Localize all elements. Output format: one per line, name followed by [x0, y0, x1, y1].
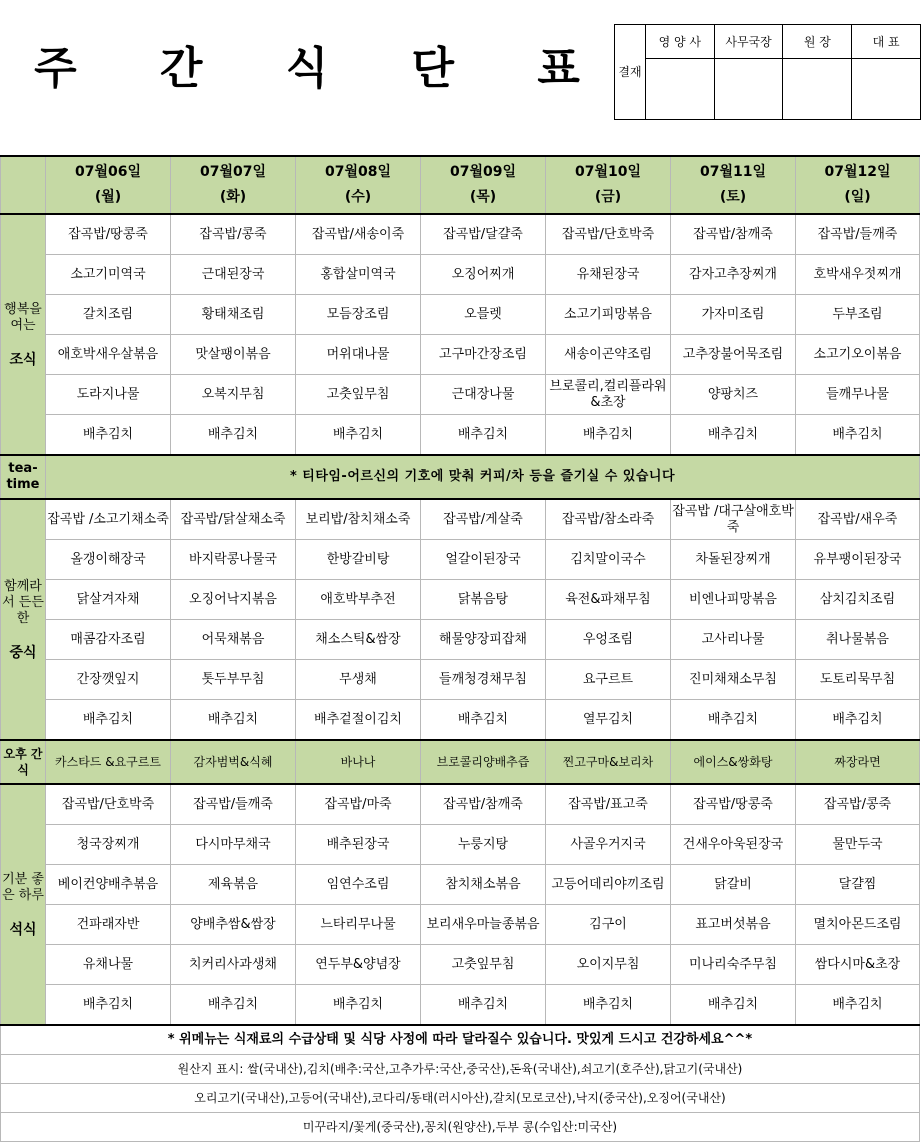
dinner-menu-item: 제육볶음: [171, 865, 296, 905]
lunch-menu-item: 배추김치: [796, 700, 920, 741]
lunch-menu-item: 한방갈비탕: [296, 540, 421, 580]
lunch-menu-item: 진미채채소무침: [671, 660, 796, 700]
breakfast-menu-item: 감자고추장찌개: [671, 255, 796, 295]
lunch-menu-item: 올갱이해장국: [46, 540, 171, 580]
breakfast-menu-item: 잡곡밥/땅콩죽: [46, 214, 171, 255]
dinner-menu-item: 고춧잎무침: [421, 945, 546, 985]
dinner-menu-item: 치커리사과생채: [171, 945, 296, 985]
lunch-menu-item: 잡곡밥/참소라죽: [546, 499, 671, 540]
lunch-menu-item: 비엔나피망볶음: [671, 580, 796, 620]
breakfast-menu-item: 두부조림: [796, 295, 920, 335]
approval-role-director: 원 장: [783, 25, 852, 59]
dinner-menu-item: 배추김치: [46, 985, 171, 1026]
dinner-menu-item: 잡곡밥/땅콩죽: [671, 784, 796, 825]
breakfast-menu-item: 새송이곤약조림: [546, 335, 671, 375]
day-date: 07월06일: [74, 164, 141, 180]
dinner-menu-item: 배추김치: [421, 985, 546, 1026]
snack-item: 찐고구마&보리차: [546, 740, 671, 784]
dinner-menu-item: 잡곡밥/마죽: [296, 784, 421, 825]
breakfast-tagline: 행복을 여는: [4, 301, 42, 333]
day-header: [296, 156, 421, 214]
lunch-menu-item: 배추김치: [171, 700, 296, 741]
breakfast-menu-item: 머위대나물: [296, 335, 421, 375]
lunch-menu-item: 유부팽이된장국: [796, 540, 920, 580]
dinner-menu-item: 건파래자반: [46, 905, 171, 945]
lunch-menu-item: 열무김치: [546, 700, 671, 741]
approval-box: [614, 24, 921, 120]
lunch-menu-item: 얼갈이된장국: [421, 540, 546, 580]
breakfast-menu-item: 가자미조림: [671, 295, 796, 335]
dinner-menu-item: 표고버섯볶음: [671, 905, 796, 945]
approval-signature-cell: [783, 59, 852, 120]
breakfast-menu-item: 홍합살미역국: [296, 255, 421, 295]
day-of-week: (목): [469, 189, 497, 205]
dinner-menu-item: 청국장찌개: [46, 825, 171, 865]
origin-label-line: 원산지 표시: 쌀(국내산),김치(배추:국산,고추가루:국산,중국산),돈육(국내산),쇠고기(호주산),닭고기(국내산): [1, 1055, 920, 1084]
lunch-menu-item: 김치말이국수: [546, 540, 671, 580]
lunch-menu-item: 간장깻잎지: [46, 660, 171, 700]
snack-item: 카스타드 &요구르트: [46, 740, 171, 784]
dinner-menu-item: 베이컨양배추볶음: [46, 865, 171, 905]
dinner-menu-item: 사골우거지국: [546, 825, 671, 865]
breakfast-menu-item: 갈치조림: [46, 295, 171, 335]
lunch-menu-item: 채소스틱&쌈장: [296, 620, 421, 660]
dinner-menu-item: 고등어데리야끼조림: [546, 865, 671, 905]
breakfast-menu-item: 근대된장국: [171, 255, 296, 295]
lunch-menu-item: 닭볶음탕: [421, 580, 546, 620]
breakfast-menu-item: 배추김치: [171, 415, 296, 456]
dinner-menu-item: 잡곡밥/표고죽: [546, 784, 671, 825]
snack-item: 브로콜리양배추즙: [421, 740, 546, 784]
day-header: [546, 156, 671, 214]
day-of-week: (토): [719, 189, 747, 205]
snack-item: 에이스&쌍화탕: [671, 740, 796, 784]
snack-item: 바나나: [296, 740, 421, 784]
lunch-menu-item: 무생채: [296, 660, 421, 700]
lunch-menu-item: 요구르트: [546, 660, 671, 700]
lunch-menu-item: 매콤감자조림: [46, 620, 171, 660]
dinner-tagline: 기분 좋은 하루: [2, 871, 44, 903]
breakfast-menu-item: 맛살팽이볶음: [171, 335, 296, 375]
breakfast-menu-item: 들깨무나물: [796, 375, 920, 415]
breakfast-menu-item: 애호박새우살볶음: [46, 335, 171, 375]
lunch-label: [1, 499, 46, 740]
dinner-menu-item: 보리새우마늘종볶음: [421, 905, 546, 945]
breakfast-menu-item: 오믈렛: [421, 295, 546, 335]
origin-label-line: 미꾸라지/꽃게(중국산),꽁치(원양산),두부 콩(수입산:미국산): [1, 1113, 920, 1142]
dinner-menu-item: 양배추쌈&쌈장: [171, 905, 296, 945]
dinner-menu-item: 배추된장국: [296, 825, 421, 865]
dinner-menu-item: 물만두국: [796, 825, 920, 865]
breakfast-menu-item: 잡곡밥/새송이죽: [296, 214, 421, 255]
dinner-menu-item: 닭갈비: [671, 865, 796, 905]
dinner-menu-item: 임연수조림: [296, 865, 421, 905]
dinner-menu-item: 느타리무나물: [296, 905, 421, 945]
breakfast-menu-item: 브로콜리,컬리플라워&초장: [546, 375, 671, 415]
origin-label-line: 오리고기(국내산),고등어(국내산),코다리/동태(러시아산),갈치(모로코산),낙지(중국산),오징어(국내산): [1, 1084, 920, 1113]
lunch-menu-item: 차돌된장찌개: [671, 540, 796, 580]
approval-signature-cell: [645, 59, 714, 120]
breakfast-menu-item: 고구마간장조림: [421, 335, 546, 375]
day-date: 07월09일: [449, 164, 516, 180]
breakfast-menu-item: 양팡치즈: [671, 375, 796, 415]
breakfast-menu-item: 배추김치: [546, 415, 671, 456]
day-date: 07월10일: [574, 164, 641, 180]
dinner-menu-item: 배추김치: [671, 985, 796, 1026]
lunch-title: 중식: [9, 644, 37, 661]
dinner-menu-item: 유채나물: [46, 945, 171, 985]
lunch-menu-item: 잡곡밥/닭살채소죽: [171, 499, 296, 540]
dinner-menu-item: 참치채소볶음: [421, 865, 546, 905]
dinner-menu-item: 건새우아욱된장국: [671, 825, 796, 865]
day-of-week: (일): [844, 189, 871, 205]
breakfast-menu-item: 배추김치: [296, 415, 421, 456]
dinner-menu-item: 김구이: [546, 905, 671, 945]
lunch-menu-item: 해물양장피잡채: [421, 620, 546, 660]
lunch-menu-item: 오징어낙지볶음: [171, 580, 296, 620]
breakfast-menu-item: 고춧잎무침: [296, 375, 421, 415]
breakfast-menu-item: 소고기피망볶음: [546, 295, 671, 335]
dinner-menu-item: 미나리숙주무침: [671, 945, 796, 985]
snack-item: 감자범벅&식혜: [171, 740, 296, 784]
day-date: 07월07일: [199, 164, 266, 180]
lunch-menu-item: 배추겉절이김치: [296, 700, 421, 741]
breakfast-menu-item: 모듬장조림: [296, 295, 421, 335]
lunch-menu-item: 잡곡밥 /대구살애호박죽: [671, 499, 796, 540]
breakfast-menu-item: 소고기오이볶음: [796, 335, 920, 375]
dinner-menu-item: 배추김치: [296, 985, 421, 1026]
breakfast-menu-item: 잡곡밥/참깨죽: [671, 214, 796, 255]
lunch-menu-item: 배추김치: [671, 700, 796, 741]
dinner-menu-item: 쌈다시마&초장: [796, 945, 920, 985]
lunch-menu-item: 삼치김치조림: [796, 580, 920, 620]
lunch-menu-item: 애호박부추전: [296, 580, 421, 620]
lunch-menu-item: 보리밥/참치채소죽: [296, 499, 421, 540]
lunch-menu-item: 잡곡밥/게살죽: [421, 499, 546, 540]
day-of-week: (금): [594, 189, 622, 205]
dinner-menu-item: 연두부&양념장: [296, 945, 421, 985]
menu-table: [0, 155, 920, 1142]
day-of-week: (화): [219, 189, 247, 205]
lunch-menu-item: 닭살겨자채: [46, 580, 171, 620]
day-header: [46, 156, 171, 214]
breakfast-menu-item: 잡곡밥/달걀죽: [421, 214, 546, 255]
approval-signature-cell: [852, 59, 921, 120]
breakfast-menu-item: 황태채조림: [171, 295, 296, 335]
breakfast-menu-item: 잡곡밥/들깨죽: [796, 214, 920, 255]
lunch-menu-item: 배추김치: [46, 700, 171, 741]
snack-label: 오후 간식: [1, 740, 46, 784]
lunch-menu-item: 들깨청경채무침: [421, 660, 546, 700]
breakfast-menu-item: 근대장나물: [421, 375, 546, 415]
lunch-menu-item: 어묵채볶음: [171, 620, 296, 660]
day-of-week: (수): [344, 189, 372, 205]
dinner-menu-item: 잡곡밥/참깨죽: [421, 784, 546, 825]
approval-role-ceo: 대 표: [852, 25, 921, 59]
dinner-menu-item: 누룽지탕: [421, 825, 546, 865]
breakfast-label: [1, 214, 46, 455]
approval-signature-cell: [714, 59, 783, 120]
breakfast-menu-item: 오징어찌개: [421, 255, 546, 295]
teatime-label: tea-time: [1, 455, 46, 499]
breakfast-menu-item: 소고기미역국: [46, 255, 171, 295]
approval-label: 결재: [615, 25, 646, 120]
breakfast-menu-item: 배추김치: [796, 415, 920, 456]
dinner-menu-item: 배추김치: [546, 985, 671, 1026]
lunch-menu-item: 취나물볶음: [796, 620, 920, 660]
dinner-menu-item: 멸치아몬드조림: [796, 905, 920, 945]
lunch-menu-item: 육전&파채무침: [546, 580, 671, 620]
snack-item: 짜장라면: [796, 740, 920, 784]
dinner-menu-item: 배추김치: [171, 985, 296, 1026]
lunch-menu-item: 잡곡밥 /소고기채소죽: [46, 499, 171, 540]
breakfast-menu-item: 도라지나물: [46, 375, 171, 415]
lunch-menu-item: 우엉조림: [546, 620, 671, 660]
page-title: 주 간 식 단 표: [34, 43, 614, 94]
breakfast-menu-item: 고추장불어묵조림: [671, 335, 796, 375]
lunch-menu-item: 톳두부무침: [171, 660, 296, 700]
day-date: 07월11일: [699, 164, 766, 180]
breakfast-menu-item: 오복지무침: [171, 375, 296, 415]
teatime-message: * 티타임-어르신의 기호에 맞춰 커피/차 등을 즐기실 수 있습니다: [46, 455, 920, 499]
day-of-week: (월): [94, 189, 122, 205]
footer-notice: * 위메뉴는 식재료의 수급상태 및 식당 사정에 따라 달라질수 있습니다. 맛있게 드시고 건강하세요^^*: [1, 1025, 920, 1055]
day-date: 07월08일: [324, 164, 391, 180]
dinner-menu-item: 잡곡밥/콩죽: [796, 784, 920, 825]
lunch-menu-item: 바지락콩나물국: [171, 540, 296, 580]
dinner-menu-item: 달걀찜: [796, 865, 920, 905]
day-header: [796, 156, 920, 214]
breakfast-menu-item: 잡곡밥/콩죽: [171, 214, 296, 255]
breakfast-menu-item: 호박새우젓찌개: [796, 255, 920, 295]
approval-role-office-manager: 사무국장: [714, 25, 783, 59]
breakfast-menu-item: 배추김치: [46, 415, 171, 456]
approval-role-nutritionist: 영 양 사: [645, 25, 714, 59]
breakfast-menu-item: 잡곡밥/단호박죽: [546, 214, 671, 255]
dinner-menu-item: 잡곡밥/단호박죽: [46, 784, 171, 825]
dinner-label: [1, 784, 46, 1025]
day-header: [421, 156, 546, 214]
lunch-menu-item: 배추김치: [421, 700, 546, 741]
dinner-menu-item: 배추김치: [796, 985, 920, 1026]
dinner-menu-item: 잡곡밥/들깨죽: [171, 784, 296, 825]
day-header: [671, 156, 796, 214]
breakfast-menu-item: 유채된장국: [546, 255, 671, 295]
lunch-tagline: 함께라서 든든한: [2, 578, 44, 626]
lunch-menu-item: 고사리나물: [671, 620, 796, 660]
breakfast-title: 조식: [9, 351, 37, 368]
dinner-menu-item: 다시마무채국: [171, 825, 296, 865]
breakfast-menu-item: 배추김치: [421, 415, 546, 456]
corner-cell: [1, 156, 46, 214]
dinner-title: 석식: [9, 921, 37, 938]
dinner-menu-item: 오이지무침: [546, 945, 671, 985]
day-date: 07월12일: [824, 164, 891, 180]
lunch-menu-item: 잡곡밥/새우죽: [796, 499, 920, 540]
breakfast-menu-item: 배추김치: [671, 415, 796, 456]
day-header: [171, 156, 296, 214]
lunch-menu-item: 도토리묵무침: [796, 660, 920, 700]
